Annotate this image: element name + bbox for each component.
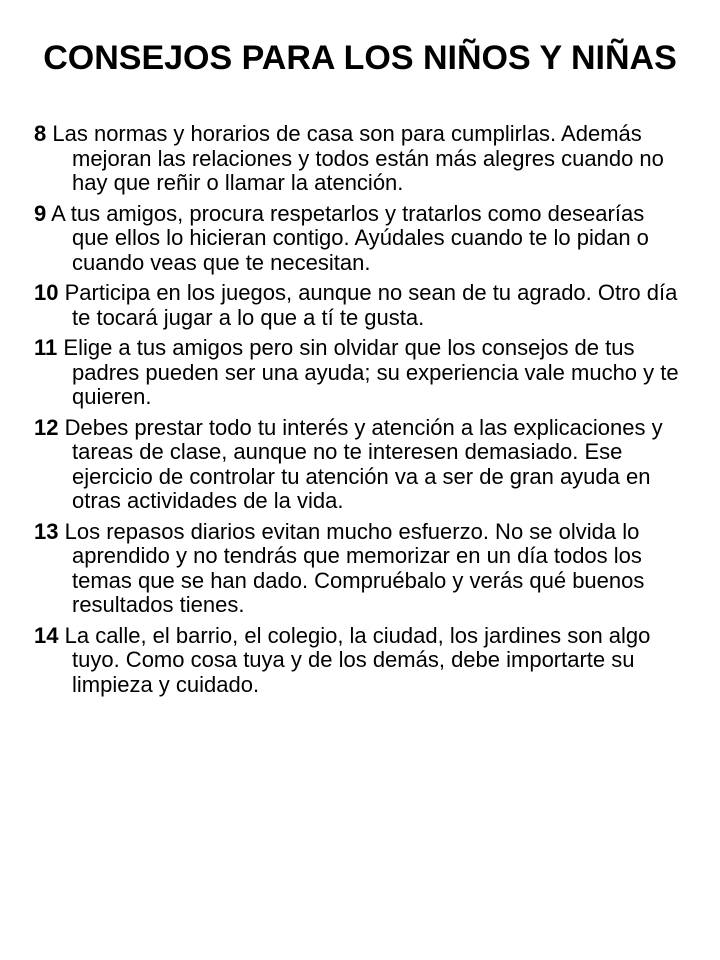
tip-text: Las normas y horarios de casa son para cumplirlas. Además mejoran las relaciones y todos están más alegres cuando no hay que reñir o llamar la atención. xyxy=(52,121,664,195)
tip-item xyxy=(34,281,684,330)
tip-number: 11 xyxy=(34,335,58,360)
tip-text: Los repasos diarios evitan mucho esfuerzo. No se olvida lo aprendido y no tendrás que memorizar en un día todos los temas que se han dado. Compruébalo y verás qué buenos resultados tienes. xyxy=(64,518,645,617)
tip-item xyxy=(34,416,684,514)
tip-text: Participa en los juegos, aunque no sean de tu agrado. Otro día te tocará jugar a lo que a tí te gusta. xyxy=(64,280,678,330)
tip-text: La calle, el barrio, el colegio, la ciudad, los jardines son algo tuyo. Como cosa tuya y de los demás, debe importarte su limpieza y cuidado. xyxy=(64,622,651,697)
tip-item xyxy=(34,336,684,410)
tip-number: 8 xyxy=(34,121,47,146)
tips-list xyxy=(34,122,684,703)
page-title: CONSEJOS PARA LOS NIÑOS Y NIÑAS xyxy=(43,39,677,77)
tip-item xyxy=(34,202,684,276)
tip-item xyxy=(34,122,684,196)
tip-item xyxy=(34,520,684,618)
tip-number: 10 xyxy=(34,280,59,305)
tip-number: 14 xyxy=(34,622,59,648)
tip-item xyxy=(34,624,684,698)
tip-number: 13 xyxy=(34,518,59,544)
tip-number: 12 xyxy=(34,414,59,440)
tip-text: Elige a tus amigos pero sin olvidar que los consejos de tus padres pueden ser una ayuda; su experiencia vale mucho y te quieren. xyxy=(63,335,679,409)
tip-number: 9 xyxy=(34,200,47,226)
tip-text: A tus amigos, procura respetarlos y tratarlos como desearías que ellos lo hicieran contigo. Ayúdales cuando te lo pidan o cuando veas que te necesitan. xyxy=(51,200,649,275)
tip-text: Debes prestar todo tu interés y atención a las explicaciones y tareas de clase, aunque no te interesen demasiado. Ese ejercicio de controlar tu atención va a ser de gran ayuda en otras actividades de la vida. xyxy=(64,414,663,513)
